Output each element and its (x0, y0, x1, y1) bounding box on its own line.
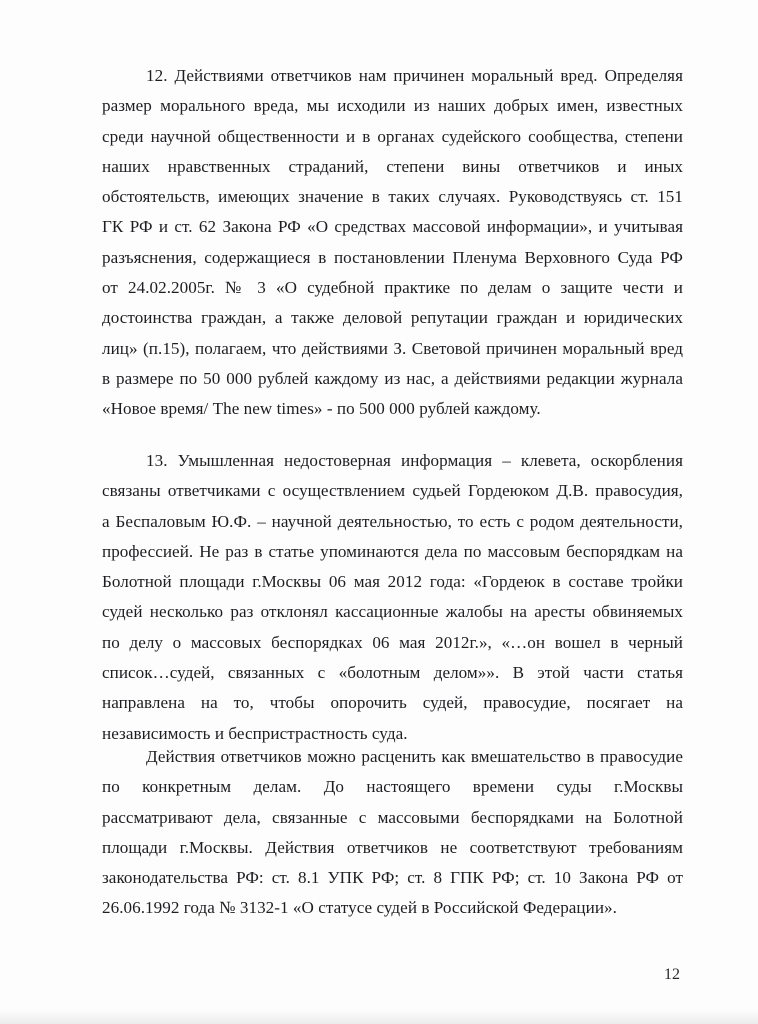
text-line: законодательства РФ: ст. 8.1 УПК РФ; ст. 8 ГПК РФ; ст. 10 Закона РФ от (102, 868, 683, 888)
text-line: список…судей, связанных с «болотным делом»». В этой части статья (102, 663, 683, 683)
text-line: 13. Умышленная недостоверная информация – клевета, оскорбления (146, 451, 683, 470)
text-line: размер морального вреда, мы исходили из наших добрых имен, известных (102, 96, 683, 116)
text-line: ГК РФ и ст. 62 Закона РФ «О средствах массовой информации», и учитывая (102, 217, 683, 237)
text-line: наших нравственных страданий, степени вины ответчиков и иных (102, 156, 683, 176)
text-line: от 24.02.2005г. № 3 «О судебной практике по делам о защите чести и (102, 278, 683, 298)
text-line: направлена на то, чтобы опорочить судей, правосудие, посягает на (102, 693, 683, 713)
page-bottom-edge (0, 1010, 758, 1024)
text-line: профессией. Не раз в статье упоминаются дела по массовым беспорядкам на (102, 541, 683, 561)
text-line: достоинства граждан, а также деловой репутации граждан и юридических (102, 308, 683, 328)
text-line: связаны ответчиками с осуществлением судьей Гордеюком Д.В. правосудия, (102, 481, 683, 501)
paragraph-13 (102, 446, 683, 749)
text-line: а Беспаловым Ю.Ф. – научной деятельностью, то есть с родом деятельности, (102, 511, 683, 531)
text-line: судей несколько раз отклонял кассационные жалобы на аресты обвиняемых (102, 602, 683, 622)
text-line: по делу о массовых беспорядках 06 мая 2012г.», «…он вошел в черный (102, 632, 683, 652)
text-line: Действия ответчиков можно расценить как вмешательство в правосудие (146, 747, 683, 766)
paragraph-12 (102, 61, 683, 425)
page-number: 12 (664, 966, 680, 983)
text-line: 12. Действиями ответчиков нам причинен моральный вред. Определяя (146, 66, 683, 85)
text-line: среди научной общественности и в органах судейского сообщества, степени (102, 126, 683, 146)
text-line: Болотной площади г.Москвы 06 мая 2012 года: «Гордеюк в составе тройки (102, 572, 683, 592)
text-line: рассматривают дела, связанные с массовыми беспорядками на Болотной (102, 807, 683, 827)
text-line: лиц» (п.15), полагаем, что действиями З. Световой причинен моральный вред (102, 338, 683, 358)
text-line: площади г.Москвы. Действия ответчиков не соответствуют требованиям (102, 837, 683, 857)
text-line: обстоятельств, имеющих значение в таких случаях. Руководствуясь ст. 151 (102, 187, 683, 207)
text-line: 26.06.1992 года № 3132-1 «О статусе судей в Российской Федерации». (102, 898, 617, 918)
text-line: разъяснения, содержащиеся в постановлении Пленума Верховного Суда РФ (102, 247, 683, 267)
text-line: по конкретным делам. До настоящего времени суды г.Москвы (102, 777, 683, 797)
paragraph-actions-assessment (102, 742, 683, 924)
text-line: «Новое время/ The new times» - по 500 000 рублей каждому. (102, 399, 541, 419)
text-line: в размере по 50 000 рублей каждому из нас, а действиями редакции журнала (102, 368, 683, 388)
text-line: независимость и беспристрастность суда. (102, 723, 408, 743)
